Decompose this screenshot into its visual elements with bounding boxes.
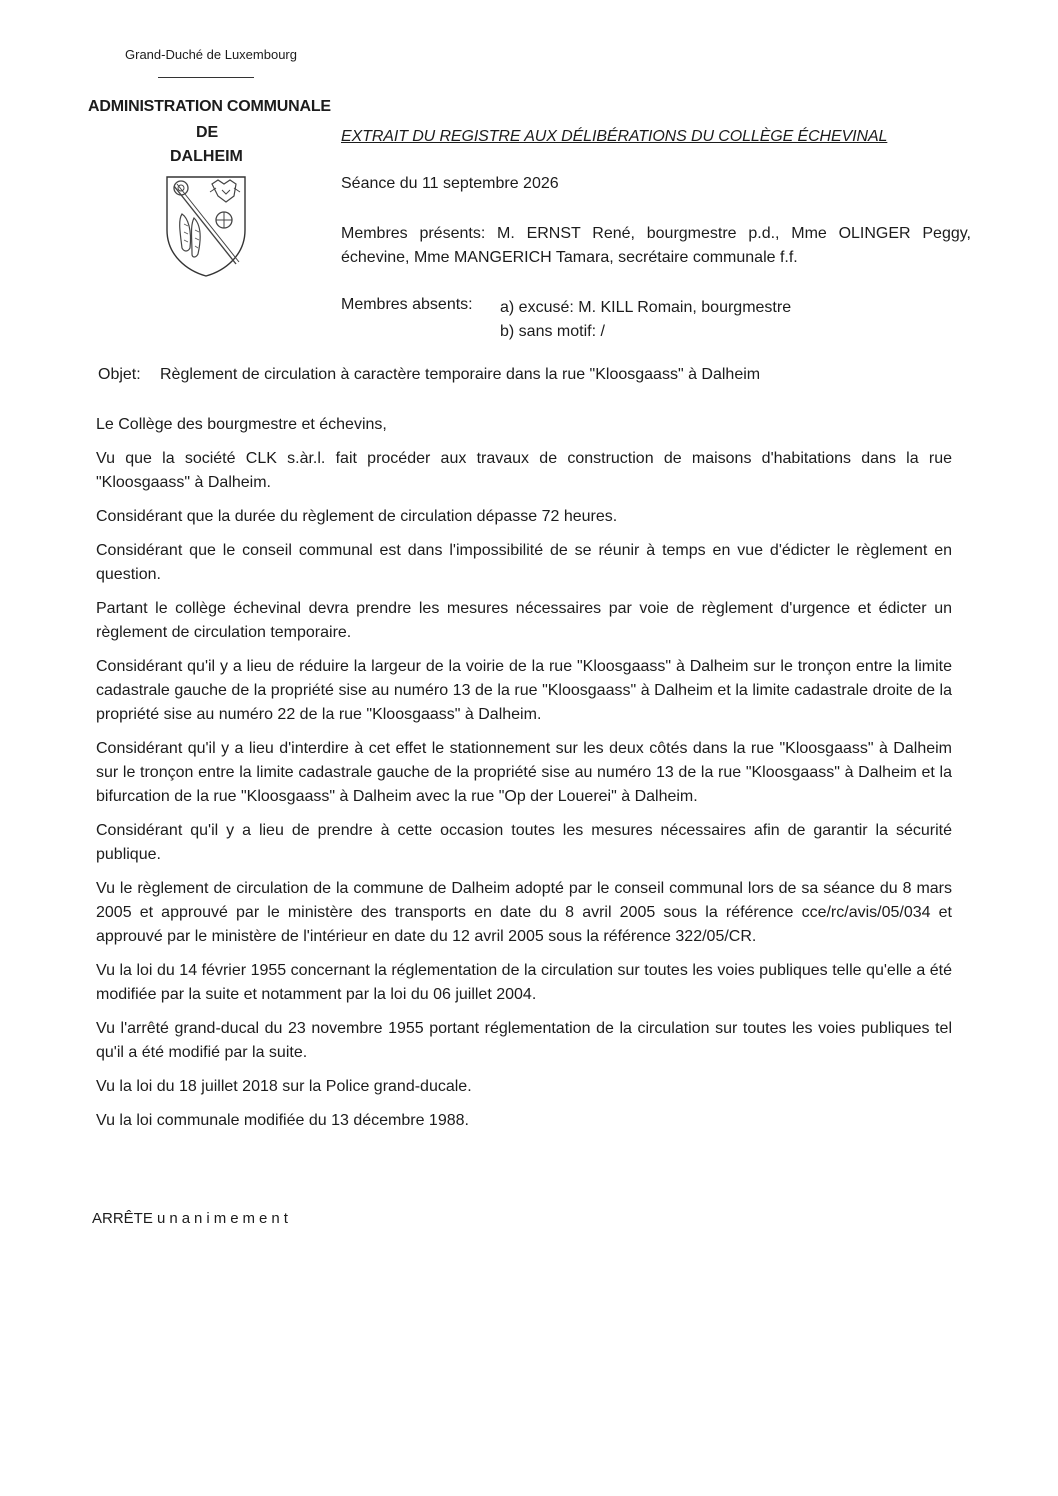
paragraph: Considérant qu'il y a lieu d'interdire à cet effet le stationnement sur les deux côtés dans la rue "Kloosgaass" à Dalheim sur le tronçon entre la limite cadastrale gauche de la propriété sise au numéro 13 de la rue "Kloosgaass" à Dalheim et la bifurcation de la rue "Kloosgaass" à Dalheim avec la rue "Op der Louerei" à Dalheim. bbox=[96, 740, 952, 805]
members-absent-list bbox=[500, 296, 791, 344]
paragraph: Vu l'arrêté grand-ducal du 23 novembre 1955 portant réglementation de la circulation sur toutes les voies publiques tel qu'il a été modifié par la suite. bbox=[96, 1020, 952, 1061]
absent-excused: a) excusé: M. KILL Romain, bourgmestre bbox=[500, 299, 792, 316]
deliberation-body bbox=[96, 413, 952, 1143]
paragraph: Vu la loi communale modifiée du 13 décembre 1988. bbox=[96, 1112, 469, 1129]
decision-word: ARRÊTE bbox=[92, 1210, 153, 1227]
coat-of-arms-icon bbox=[164, 174, 248, 278]
members-present: Membres présents: M. ERNST René, bourgmestre p.d., Mme OLINGER Peggy, échevine, Mme MANGERICH Tamara, secrétaire communale f.f. bbox=[341, 225, 971, 266]
commune-name: DALHEIM bbox=[170, 148, 243, 165]
paragraph: Vu le règlement de circulation de la commune de Dalheim adopté par le conseil communal lors de sa séance du 8 mars 2005 et approuvé par le ministère des transports en date du 8 avril 2005 sous la référence cce/rc/avis/05/034 et approuvé par le ministère de l'intérieur en date du 12 avril 2005 sous la référence 322/05/CR. bbox=[96, 880, 952, 945]
paragraph: Vu la loi du 18 juillet 2018 sur la Police grand-ducale. bbox=[96, 1078, 472, 1095]
header-divider bbox=[158, 77, 254, 78]
paragraph: Considérant qu'il y a lieu de réduire la largeur de la voirie de la rue "Kloosgaass" à Dalheim sur le tronçon entre la limite cadastrale gauche de la propriété sise au numéro 13 de la rue "Kloosgaass" à Dalheim et la limite cadastrale droite de la propriété sise au numéro 22 de la rue "Kloosgaass" à Dalheim. bbox=[96, 658, 952, 723]
paragraph: Vu que la société CLK s.àr.l. fait procéder aux travaux de construction de maisons d'habitations dans la rue "Kloosgaass" à Dalheim. bbox=[96, 450, 952, 491]
paragraph: Partant le collège échevinal devra prendre les mesures nécessaires par voie de règlement d'urgence et édicter un règlement de circulation temporaire. bbox=[96, 600, 952, 641]
subject-text: Règlement de circulation à caractère temporaire dans la rue "Kloosgaass" à Dalheim bbox=[160, 366, 761, 383]
paragraph: Vu la loi du 14 février 1955 concernant la réglementation de la circulation sur toutes les voies publiques telle qu'elle a été modifiée par la suite et notamment par la loi du 06 juillet 2004. bbox=[96, 962, 952, 1003]
administration-de: DE bbox=[196, 124, 219, 141]
absent-unexcused: b) sans motif: / bbox=[500, 323, 605, 340]
decision-mode: unanimement bbox=[157, 1210, 292, 1227]
decision-line bbox=[92, 1210, 292, 1227]
country-header: Grand-Duché de Luxembourg bbox=[125, 47, 297, 62]
administration-title: ADMINISTRATION COMMUNALE bbox=[88, 98, 331, 115]
subject-label: Objet: bbox=[98, 366, 141, 383]
paragraph: Considérant que le conseil communal est dans l'impossibilité de se réunir à temps en vue d'édicter le règlement en question. bbox=[96, 542, 952, 583]
session-date: Séance du 11 septembre 2026 bbox=[341, 175, 559, 192]
paragraph: Considérant que la durée du règlement de circulation dépasse 72 heures. bbox=[96, 508, 618, 525]
members-absent-label: Membres absents: bbox=[341, 296, 473, 313]
paragraph: Le Collège des bourgmestre et échevins, bbox=[96, 416, 387, 433]
paragraph: Considérant qu'il y a lieu de prendre à cette occasion toutes les mesures nécessaires afin de garantir la sécurité publique. bbox=[96, 822, 952, 863]
document-extract-title: EXTRAIT DU REGISTRE AUX DÉLIBÉRATIONS DU COLLÈGE ÉCHEVINAL bbox=[341, 128, 888, 145]
